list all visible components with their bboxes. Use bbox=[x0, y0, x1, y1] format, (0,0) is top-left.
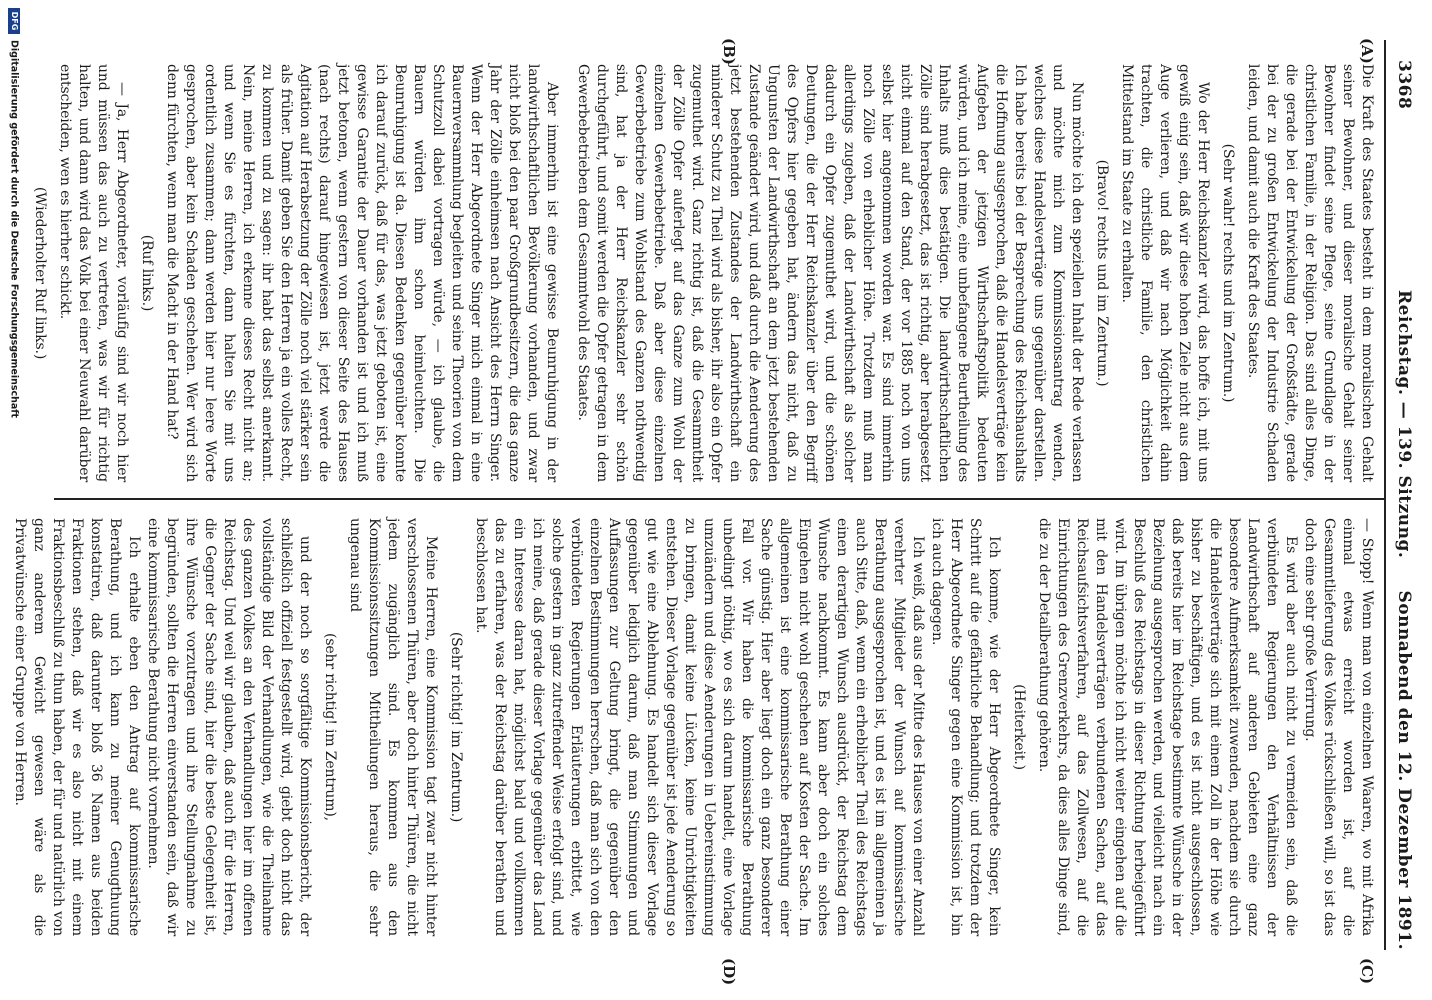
reaction: (Bravo! rechts und im Zentrum.) bbox=[1094, 159, 1110, 387]
header-title: Reichstag. — 139. Sitzung. bbox=[1394, 290, 1414, 559]
paragraph: Ich erhalte eben den Antrag auf kommissarische Berathung, und ich kann zu meiner Genugthuung konstatiren, daß darunter bloß 36 Namen aus beiden Fraktionen stehen, daß wir es also nicht mit einem Fraktionsbeschluß zu thun haben, der für und natürlich von ganz anderem Gewicht gewesen wäre als die Privatwünsche einer Gruppe von Herren. bbox=[12, 518, 142, 936]
margin-marker-b: (B) bbox=[720, 38, 738, 65]
column-divider bbox=[54, 498, 1384, 500]
paragraph: Wo der Herr Reichskanzler wird, das hoffe ich, mit uns gewiß einig sein, daß wir diese hohen Ziele nicht aus dem Auge verlieren, und daß wir nach Möglichkeit dahin trachten, die christliche Familie, den christlichen Mittelstand im Staate zu erhalten. bbox=[1119, 64, 1211, 482]
reaction: (Ruf links.) bbox=[139, 234, 155, 312]
reaction: (Heiterkeit.) bbox=[1011, 684, 1027, 770]
left-column bbox=[24, 64, 1376, 482]
paragraph: Es wird aber auch nicht zu vermeiden sein, daß die verbündeten Regierungen den Verhältnissen der Landwirthschaft auf anderen Gebieten eine ganz besondere Aufmerksamkeit zuwenden, nachdem sie durch die Handelsverträge sich mit einem Zoll in der Höhe wie bisher zu beschäftigen, und es ist nicht ausgeschlossen, daß bereits hier im Reichstage bestimmte Wünsche in der Beziehung ausgesprochen werden, und vielleicht nach ein Beschluß des Reichstags in dieser Richtung herbeigeführt wird. Im übrigen möchte ich nicht weiter eingehen auf die mit den Handelsverträgen verbundenen Sachen, auf das Reichsaufsichtsverfahren, auf das Zollwesen, auf die Einrichtungen des Grenzverkehrs, da dies alles Dinge sind, die zu der Detailberathung gehören. bbox=[1036, 518, 1299, 936]
margin-marker-a: (A) bbox=[1358, 38, 1376, 64]
margin-marker-c: (C) bbox=[1358, 958, 1376, 985]
paragraph: Ich weiß, daß aus der Mitte des Hauses von einer Anzahl verehrter Mitglieder der Wunsch auf kommissarische Berathung ausgesprochen ist, und es ist im allgemeinen ja auch Sitte, daß, wenn ein erheblicher Theil des Reichstags einen derartigen Wunsch ausdrückt, der Reichstag dem Wunsche nachkommt. Es kann aber doch ein solches Eingehen nicht wohl geschehen auf Kosten der Sache. Im allgemeinen ist eine kommissarische Berathung einer Sache günstig. Hier aber liegt doch ein ganz besonderer Fall vor. Wir haben die kommissarische Berathung unbedingt nöthig, wo es sich darum handelt, eine Vorlage umzuändern und diese Aenderungen in Uebereinstimmung zu bringen, damit keine Lücken, keine Unrichtigkeiten entstehen. Dieser Vorlage gegenüber ist jede Aenderung so gut wie eine Ablehnung. Es handelt sich dieser Vorlage gegenüber lediglich darum, daß man Stimmungen und Auffassungen zur Geltung bringt, die gegenüber den einzelnen Bestimmungen herrschen, daß man sich von den verbündeten Regierungen Erläuterungen erbittet, wie solche gestern in ganz zutreffender Weise erfolgt sind, und ich meine, daß gerade dieser Vorlage gegenüber das Land ein Interesse daran hat, möglichst bald und vollkommen das zu erfahren, was der Reichstag darüber berathen und beschlossen hat. bbox=[473, 518, 926, 936]
paragraph: Nun möchte ich den speziellen Inhalt der Rede verlassen und möchte mich zum Kommissionsantrag wenden, welches diese Handelsverträge uns gegenüber darstellen. Ich habe bereits bei der Besprechung des Reichshaushalts die Hoffnung ausgesprochen, daß die Handelsverträge kein Aufgeben der jetzigen Wirthschaftspolitik bedeuten würden, und ich meine, eine unbefangene Beurtheilung des Inhalts muß dies bestätigen. Die landwirthschaftlichen Zölle sind herabgesetzt, das ist richtig, aber herabgesetzt nicht einmal auf den Stand, der vor 1885 noch von uns selbst hier angenommen worden war. Es sind immerhin noch Zölle von erheblicher Höhe. Trotzdem muß man allerdings zugeben, daß der Landwirthschaft als solcher dadurch ein Opfer zugemuthet wird, und die schönen Deutungen, die der Herr Reichskanzler über den Begriff des Opfers hier gegeben hat, ändern das nicht, daß zu Ungunsten der Landwirthschaft an dem jetzt bestehenden Zustande geändert wird, und daß durch die Aenderung des jetzt bestehenden Zustandes der Landwirthschaft ein minderer Schutz zu Theil wird als bisher, ihr also ein Opfer zugemuthet wird. Ganz richtig ist, daß die Gesammtheit der Zölle Opfer auferlegt auf das Ganze zum Wohl der einzelnen Gewerbebetriebe. Daß aber diese einzelnen Gewerbebetriebe zum Wohlstand des Ganzen nothwendig sind, hat ja der Herr Reichskanzler sehr schön durchgeführt, und somit werden die Opfer getragen in dem Gewerbebetrieben dem Gesammtwohl des Staates. bbox=[575, 64, 1085, 482]
paragraph: — Ja, Herr Abgeordneter, vorläufig sind wir noch hier und müssen das auch zu vertreten, was wir für richtig halten, und dann wird das Volk bei einer Neuwahl darüber entscheiden, wen es hierher schickt. bbox=[57, 64, 130, 482]
paragraph: Meine Herren, eine Kommission tagt zwar nicht hinter verschlossenen Thüren, aber doch hinter Thüren, die nicht jedem zugänglich sind. Es kommen aus den Kommissionssitzungen Mittheilungen heraus, die sehr ungenau sind bbox=[347, 518, 439, 936]
paragraph: — Stopp! Wenn man von einzelnen Waaren, wo mit Afrika einmal etwas erreicht worden ist, auf die Gesammtlieferung des Volkes rückschließen will, so ist das doch eine sehr große Verirrung. bbox=[1302, 518, 1375, 936]
reaction: (Sehr richtig! im Zentrum.) bbox=[448, 631, 464, 823]
digitization-footer bbox=[4, 0, 20, 1000]
right-column bbox=[10, 518, 1376, 936]
header-date: Sonnabend den 12. Dezember 1891. bbox=[1394, 590, 1414, 950]
paragraph: und der noch so sorgfältige Kommissionsbericht, der schließlich offiziell festgestellt wird, giebt doch nicht das vollständige Bild der Verhandlungen, wie die Theilnahme des ganzen Volkes an den Verhandlungen hier im offenen Reichstag. Und weil wir glauben, daß auch für die Herren, die Gegner der Sache sind, hier die beste Gelegenheit ist, ihre Wünsche vorzutragen und ihre Stellungnahme zu begründen, sollten die Herren einverstanden sein, daß wir eine kommissarische Berathung nicht vornehmen. bbox=[145, 518, 313, 936]
reaction: (Wiederholter Ruf links.) bbox=[32, 186, 48, 360]
paragraph: Aber immerhin ist eine gewisse Beunruhigung in der landwirthschaftlichen Bevölkerung vorhanden, und zwar nicht bloß bei den paar Großgrundbesitzern, die das ganze Jahr der Zölle einheimsen nach Ansicht des Herrn Singer. Wenn der Herr Abgeordnete Singer mich einmal in eine Bauernversammlung begleiten und seine Theorien von dem Schutzzoll dabei vortragen würde, — ich glaube, die Bauern würden ihm schon heimleuchten. Die Beunruhigung ist da. Diesen Bedenken gegenüber konnte ich darauf zurück, daß für das, was jetzt geboten ist, eine gewisse Garantie der Dauer vorhanden ist und ich muß jetzt betonen, wenn gestern von dieser Seite des Hauses (nach rechts) darauf hingewiesen ist, jetzt werde die Agitation auf Herabsetzung der Zölle noch viel stärker sein als früher. Damit geben Sie den Herren ja ein volles Recht, zu kommen und zu sagen: ihr habt das selbst anerkannt. Nein, meine Herren, ich erkenne dieses Recht nicht an; und wenn Sie es fürchten, dann halten Sie mit uns ordentlich zusammen; dann werden hier nur leere Worte gesprochen, aber kein Schaden geschehen. Wer wird sich denn fürchten, wenn man die Macht in der Hand hat? bbox=[164, 64, 560, 482]
footer-text: Digitalisierung gefördert durch die Deutsche Forschungsgemeinschaft bbox=[8, 40, 20, 418]
reaction: (sehr richtig! im Zentrum), bbox=[322, 633, 338, 821]
paragraph: Ich komme, wie der Herr Abgeordnete Singer, kein Schritt auf die gefährliche Behandlung; und trotzdem der Herr Abgeordnete Singer gegen eine Kommission ist, bin ich auch dagegen. bbox=[929, 518, 1002, 936]
margin-marker-d: (D) bbox=[720, 958, 738, 986]
reaction: (Sehr wahr! rechts und im Zentrum.) bbox=[1220, 143, 1236, 403]
page-number: 3368 bbox=[1394, 60, 1414, 110]
page-header bbox=[1388, 60, 1414, 950]
header-rule bbox=[1384, 40, 1386, 950]
dfg-logo-icon: DFG bbox=[8, 8, 20, 34]
paragraph: Die Kraft des Staates besteht in dem moralischen Gehalt seiner Bewohner, und dieser moralische Gehalt seiner Bewohner findet seine Pflege, seine Grundlage in der christlichen Familie, in der Religion. Das sind alles Dinge, die gerade bei der Entwickelung der Großstädte, gerade bei der zu großen Entwickelung der Industrie Schaden leiden, und damit auch die Kraft des Staates. bbox=[1245, 64, 1375, 482]
